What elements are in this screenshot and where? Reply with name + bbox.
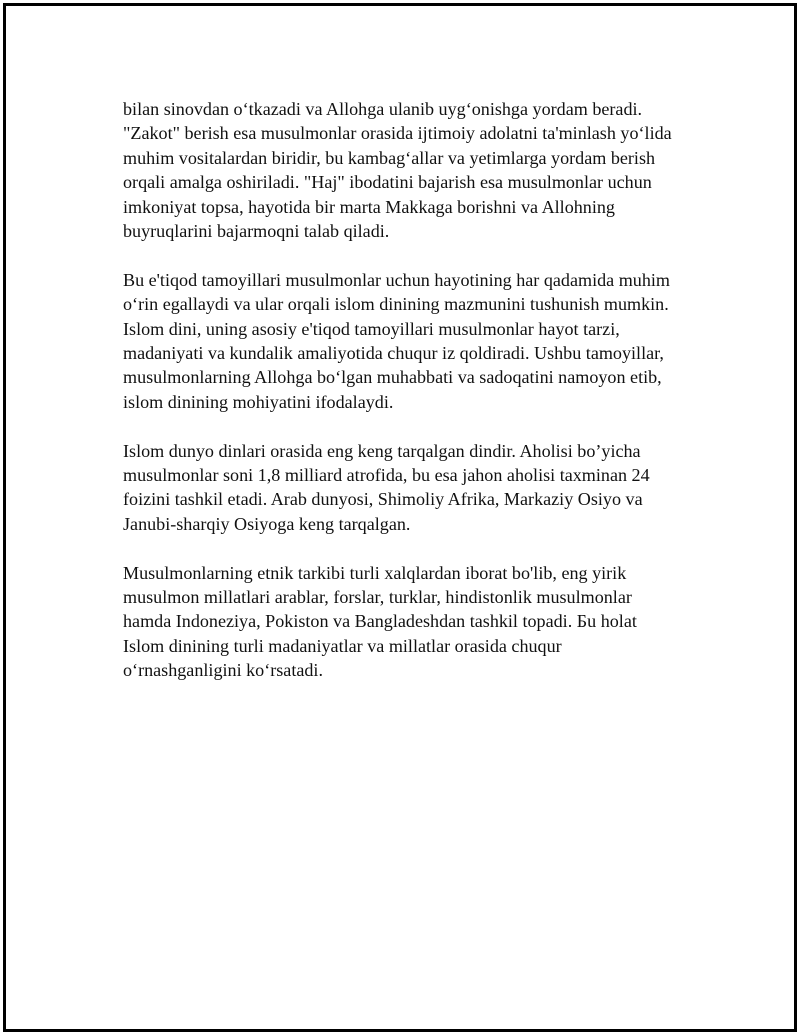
paragraph-pillars-zakat-hajj	[123, 97, 703, 243]
text-line: Islom dini, uning asosiy e'tiqod tamoyillari musulmonlar hayot tarzi,	[123, 318, 620, 339]
text-line: Musulmonlarning etnik tarkibi turli xalqlardan iborat bo'lib, eng yirik	[123, 562, 627, 583]
document-body	[123, 97, 703, 707]
text-line: Islom dunyo dinlari orasida eng keng tarqalgan dindir. Aholisi bo’yicha	[123, 440, 641, 461]
text-line: islom dinining mohiyatini ifodalaydi.	[123, 391, 394, 412]
text-line: bilan sinovdan o‘tkazadi va Allohga ulanib uyg‘onishga yordam beradi.	[123, 99, 643, 119]
text-line: buyruqlarini bajarmoqni talab qiladi.	[123, 221, 390, 242]
text-line: musulmon millatlari arablar, forslar, turklar, hindistonlik musulmonlar	[123, 587, 632, 608]
paragraph-world-spread	[123, 439, 703, 537]
text-line: Islom dinining turli madaniyatlar va millatlar orasida chuqur	[123, 635, 562, 656]
paragraph-faith-principles	[123, 268, 703, 414]
text-line: Bu e'tiqod tamoyillari musulmonlar uchun hayotining har qadamida muhim	[123, 269, 670, 290]
text-line: imkoniyat topsa, hayotida bir marta Makkaga borishni va Allohning	[123, 196, 615, 217]
text-line: muhim vositalardan biridir, bu kambag‘allar va yetimlarga yordam berish	[123, 147, 656, 168]
text-line: foizini tashkil etadi. Arab dunyosi, Shimoliy Afrika, Markaziy Osiyo va	[123, 489, 643, 510]
text-line: "Zakot" berish esa musulmonlar orasida ijtimoiy adolatni ta'minlash yo‘lida	[123, 123, 672, 144]
text-line: o‘rnashganligini ko‘rsatadi.	[123, 660, 323, 681]
page-frame	[3, 3, 797, 1032]
text-line: Janubi-sharqiy Osiyoga keng tarqalgan.	[123, 513, 411, 534]
text-line: o‘rin egallaydi va ular orqali islom dinining mazmunini tushunish mumkin.	[123, 294, 669, 315]
text-line: orqali amalga oshiriladi. "Haj" ibodatini bajarish esa musulmonlar uchun	[123, 172, 652, 193]
text-line: musulmonlar soni 1,8 milliard atrofida, bu esa jahon aholisi taxminan 24	[123, 465, 650, 486]
text-line: madaniyati va kundalik amaliyotida chuqur iz qoldiradi. Ushbu tamoyillar,	[123, 343, 664, 364]
text-line: hamda Indoneziya, Pokiston va Bangladeshdan tashkil topadi. Бu holat	[123, 611, 637, 632]
text-line: musulmonlarning Allohga bo‘lgan muhabbati va sadoqatini namoyon etib,	[123, 367, 662, 388]
paragraph-ethnic-composition	[123, 561, 703, 683]
